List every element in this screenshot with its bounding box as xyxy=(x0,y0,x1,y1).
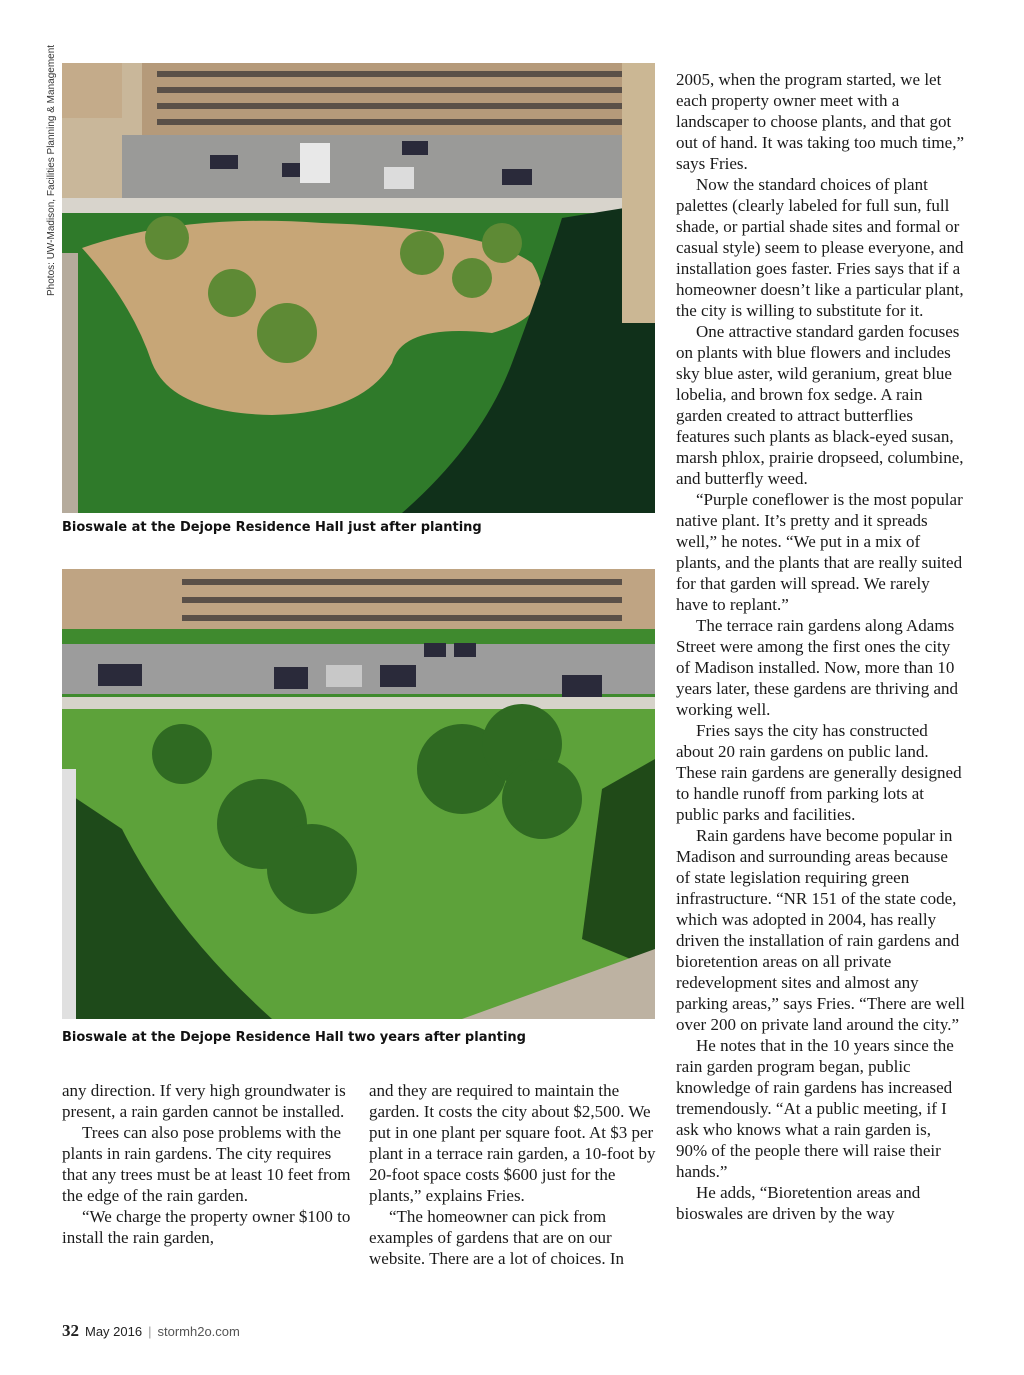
paragraph: One attractive standard garden focuses on plants with blue flowers and includes sky blue aster, wild geranium, great blue lobelia, and brown fox sedge. A rain garden created to attract butterflies features such plants as black-eyed susan, marsh phlox, prairie dropseed, columbine, and butterfly weed. xyxy=(676,322,964,488)
page-number: 32 xyxy=(62,1321,79,1340)
photo-caption: Bioswale at the Dejope Residence Hall two years after planting xyxy=(62,1030,526,1045)
photo-bioswale-two-years xyxy=(62,569,655,1019)
article-column-bottom-middle xyxy=(369,1080,659,1269)
paragraph: He adds, “Bioretention areas and bioswales are driven by the way xyxy=(676,1183,921,1223)
paragraph: Trees can also pose problems with the plants in rain gardens. The city requires that any trees must be at least 10 feet from the edge of the rain garden. xyxy=(62,1123,351,1205)
paragraph: 2005, when the program started, we let each property owner meet with a landscaper to choose plants, and that got out of hand. It was taking too much time,” says Fries. xyxy=(676,70,964,173)
paragraph: The terrace rain gardens along Adams Street were among the first ones the city of Madison installed. Now, more than 10 years later, these gardens are thriving and working well. xyxy=(676,616,959,719)
photo-bioswale-after-planting xyxy=(62,63,655,513)
website-link[interactable]: stormh2o.com xyxy=(157,1324,240,1339)
paragraph: “The homeowner can pick from examples of gardens that are on our website. There are a lot of choices. In xyxy=(369,1207,625,1268)
photo-caption: Bioswale at the Dejope Residence Hall just after planting xyxy=(62,520,482,535)
article-column-bottom-left xyxy=(62,1080,352,1248)
paragraph: and they are required to maintain the garden. It costs the city about $2,500. We put in one plant per square foot. At $3 per plant in a terrace rain garden, a 10-foot by 20-foot space costs $600 just for the plants,” explains Fries. xyxy=(369,1081,656,1205)
page-footer xyxy=(62,1321,240,1341)
paragraph: Fries says the city has constructed about 20 rain gardens on public land. These rain gardens are generally designed to handle runoff from parking lots at public parks and facilities. xyxy=(676,721,962,824)
paragraph: any direction. If very high groundwater is present, a rain garden cannot be installed. xyxy=(62,1081,346,1121)
footer-separator: | xyxy=(148,1324,152,1339)
paragraph: Now the standard choices of plant palettes (clearly labeled for full sun, full shade, or partial shade sites and formal or casual style) seem to please everyone, and installation goes faster. Fries says that if a homeowner doesn’t like a particular plant, the city is willing to substitute for it. xyxy=(676,175,964,320)
paragraph: “We charge the property owner $100 to install the rain garden, xyxy=(62,1207,351,1247)
photo-credit: Photos: UW-Madison, Facilities Planning & Management xyxy=(46,44,57,296)
paragraph: He notes that in the 10 years since the rain garden program began, public knowledge of rain gardens has increased tremendously. “At a public meeting, if I ask who knows what a rain garden is, 90% of the people there will raise their hands.” xyxy=(676,1036,954,1181)
issue-date: May 2016 xyxy=(85,1324,143,1339)
article-column-right xyxy=(676,69,966,1224)
paragraph: Rain gardens have become popular in Madison and surrounding areas because of state legislation requiring green infrastructure. “NR 151 of the state code, which was adopted in 2004, has really driven the installation of rain gardens and bioretention areas on all private redevelopment sites and almost any parking areas,” says Fries. “There are well over 200 on private land around the city.” xyxy=(676,826,965,1034)
paragraph: “Purple coneflower is the most popular native plant. It’s pretty and it spreads well,” he notes. “We put in a mix of plants, and the plants that are really suited for that garden will spread. We rarely have to replant.” xyxy=(676,490,963,614)
